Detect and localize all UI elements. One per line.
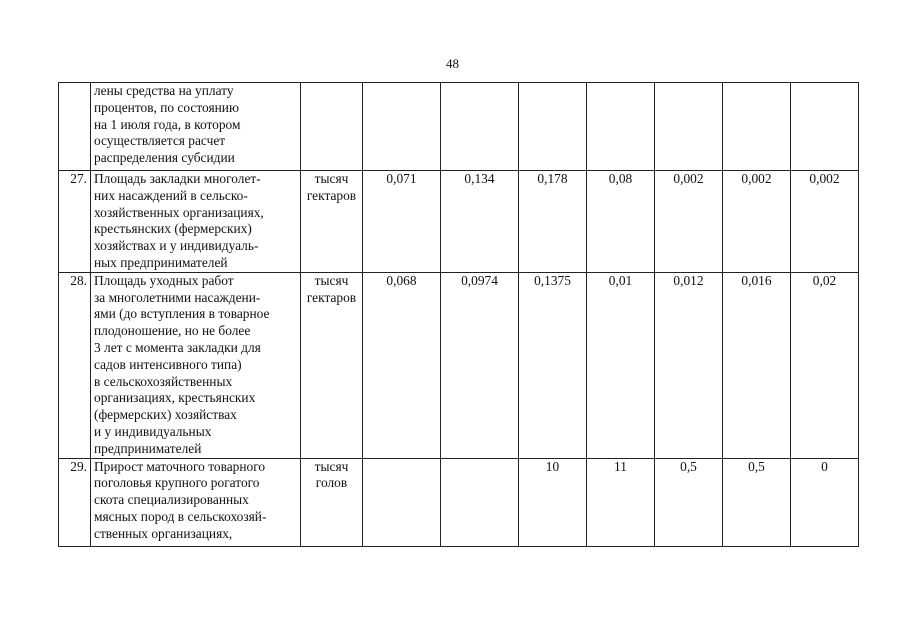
value-cell: 0,02 bbox=[791, 272, 859, 458]
description-line: Площадь уходных работ bbox=[94, 272, 234, 288]
description-line: осуществляется расчет bbox=[94, 133, 226, 149]
description-line: на 1 июля года, в котором bbox=[94, 116, 241, 132]
description-line: лены средства на уплату bbox=[94, 83, 234, 98]
table-row bbox=[59, 272, 859, 458]
value-cell bbox=[723, 83, 791, 171]
row-number: 28. bbox=[59, 272, 91, 458]
value-cell: 0,068 bbox=[363, 272, 441, 458]
description-line: распределения субсидии bbox=[94, 150, 235, 166]
description-line: за многолетними насаждени- bbox=[94, 289, 261, 305]
description-line: плодоношение, но не более bbox=[94, 323, 251, 339]
value-cell bbox=[363, 83, 441, 171]
value-cell: 0,071 bbox=[363, 171, 441, 273]
value-cell: 0,5 bbox=[723, 458, 791, 546]
description-line: садов интенсивного типа) bbox=[94, 356, 242, 372]
indicators-table bbox=[58, 82, 859, 547]
description-line: ями (до вступления в товарное bbox=[94, 306, 270, 322]
value-cell: 10 bbox=[519, 458, 587, 546]
value-cell: 0,134 bbox=[441, 171, 519, 273]
unit-cell: тысяч гектаров bbox=[301, 272, 363, 458]
description-line: хозяйствах и у индивидуаль- bbox=[94, 238, 259, 254]
table-row bbox=[59, 171, 859, 273]
description-line: организациях, крестьянских bbox=[94, 390, 256, 406]
value-cell: 0,012 bbox=[655, 272, 723, 458]
description-line: (фермерских) хозяйствах bbox=[94, 407, 237, 423]
value-cell: 0,01 bbox=[587, 272, 655, 458]
indicator-description bbox=[91, 171, 301, 273]
table-row bbox=[59, 458, 859, 546]
unit-cell: тысяч голов bbox=[301, 458, 363, 546]
description-line: скота специализированных bbox=[94, 492, 249, 508]
description-line: процентов, по состоянию bbox=[94, 99, 239, 115]
description-line: и у индивидуальных bbox=[94, 423, 212, 439]
unit-cell bbox=[301, 83, 363, 171]
value-cell: 0 bbox=[791, 458, 859, 546]
indicator-description bbox=[91, 83, 301, 171]
value-cell: 0,5 bbox=[655, 458, 723, 546]
table-row bbox=[59, 83, 859, 171]
value-cell bbox=[655, 83, 723, 171]
value-cell: 0,016 bbox=[723, 272, 791, 458]
row-number: 27. bbox=[59, 171, 91, 273]
description-line: хозяйственных организациях, bbox=[94, 204, 264, 220]
value-cell: 0,1375 bbox=[519, 272, 587, 458]
value-cell: 0,002 bbox=[655, 171, 723, 273]
value-cell bbox=[441, 458, 519, 546]
value-cell bbox=[441, 83, 519, 171]
page-number: 48 bbox=[446, 56, 459, 71]
value-cell bbox=[791, 83, 859, 171]
description-line: Площадь закладки многолет- bbox=[94, 171, 261, 186]
description-line: крестьянских (фермерских) bbox=[94, 221, 252, 237]
description-line: в сельскохозяйственных bbox=[94, 373, 233, 389]
value-cell: 0,178 bbox=[519, 171, 587, 273]
description-line: Прирост маточного товарного bbox=[94, 458, 266, 474]
description-line: 3 лет с момента закладки для bbox=[94, 339, 261, 355]
value-cell bbox=[587, 83, 655, 171]
value-cell: 0,002 bbox=[791, 171, 859, 273]
description-line: поголовья крупного рогатого bbox=[94, 475, 260, 491]
value-cell: 0,0974 bbox=[441, 272, 519, 458]
unit-cell: тысяч гектаров bbox=[301, 171, 363, 273]
value-cell bbox=[519, 83, 587, 171]
description-line: ственных организациях, bbox=[94, 525, 233, 541]
value-cell: 0,002 bbox=[723, 171, 791, 273]
description-line: них насаждений в сельско- bbox=[94, 187, 248, 203]
indicator-description bbox=[91, 458, 301, 546]
row-number bbox=[59, 83, 91, 171]
value-cell: 11 bbox=[587, 458, 655, 546]
indicator-description bbox=[91, 272, 301, 458]
value-cell: 0,08 bbox=[587, 171, 655, 273]
description-line: ных предпринимателей bbox=[94, 254, 228, 270]
description-line: предпринимателей bbox=[94, 440, 202, 456]
description-line: мясных пород в сельскохозяй- bbox=[94, 508, 267, 524]
row-number: 29. bbox=[59, 458, 91, 546]
value-cell bbox=[363, 458, 441, 546]
